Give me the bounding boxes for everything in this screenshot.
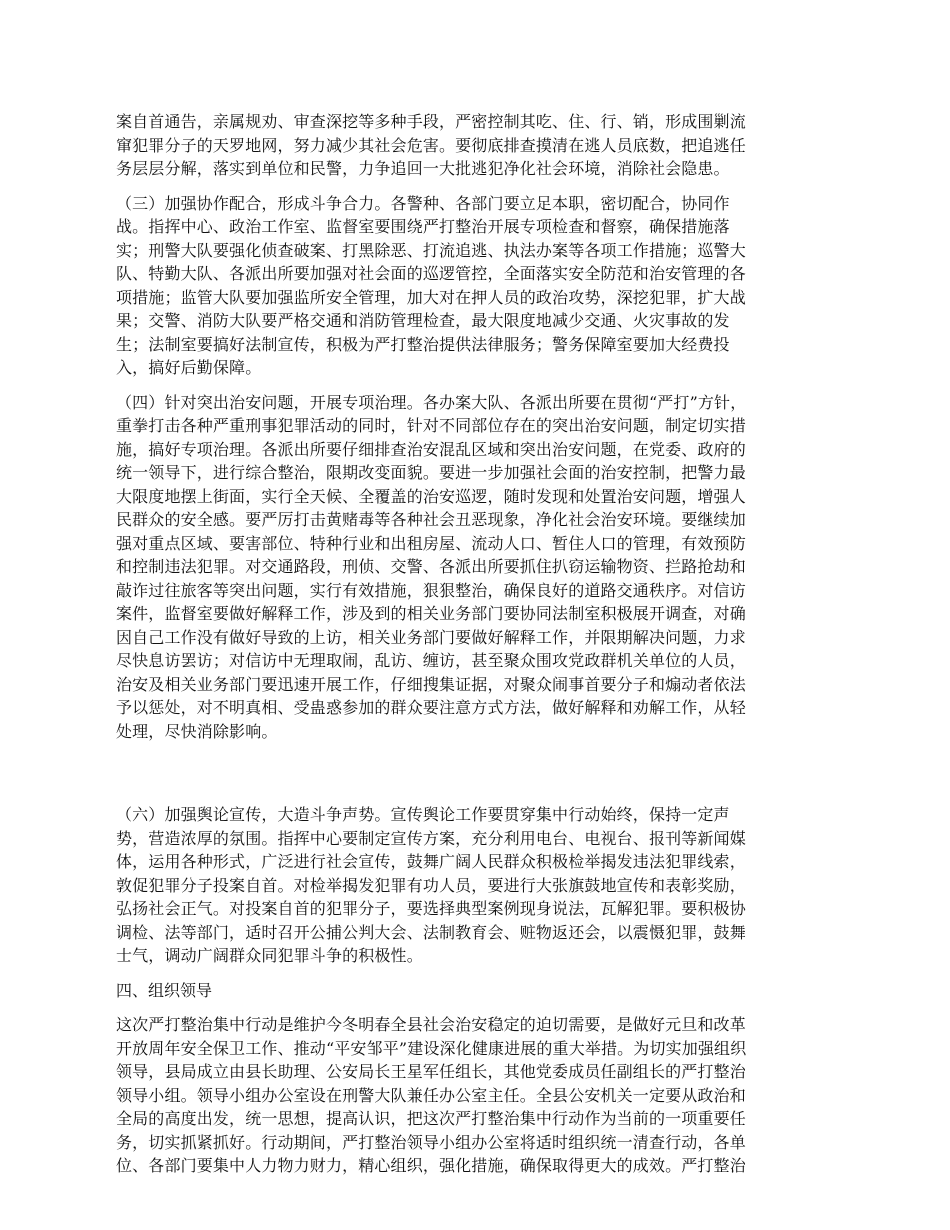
text-line: 务层层分解，落实到单位和民警，力争追回一大批逃犯净化社会环境，消除社会隐患。 <box>116 159 730 178</box>
text-line: 重拳打击各种严重刑事犯罪活动的同时，针对不同部位存在的突出治安问题，制定切实措 <box>116 416 746 435</box>
blank-space <box>116 754 840 803</box>
text-line: 案件，监督室要做好解释工作，涉及到的相关业务部门要协同法制室积极展开调查，对确 <box>116 604 746 623</box>
paragraph-special-governance <box>116 391 840 744</box>
text-line: 领导小组。领导小组办公室设在刑警大队兼任办公室主任。全县公安机关一定要从政治和 <box>116 1085 746 1105</box>
section-heading: 四、组织领导 <box>116 980 213 1000</box>
text-line: 战。指挥中心、政治工作室、监督室要围绕严打整治开展专项检查和督察，确保措施落 <box>116 217 730 236</box>
text-line: 全局的高度出发，统一思想，提高认识，把这次严打整治集中行动作为当前的一项重要任 <box>116 1109 746 1128</box>
text-line: 开放周年安全保卫工作、推动“平安邹平”建设深化健康进展的重大举措。为切实加强组织 <box>116 1038 747 1058</box>
text-line: 统一领导下，进行综合整治，限期改变面貌。要进一步加强社会面的治安控制，把警力最 <box>116 463 746 482</box>
paragraph-pursuit <box>116 110 840 181</box>
text-line: 窜犯罪分子的天罗地网，努力减少其社会危害。要彻底排查摸清在逃人员底数，把追逃任 <box>116 135 746 155</box>
text-line: （六）加强舆论宣传，大造斗争声势。宣传舆论工作要贯穿集中行动始终，保持一定声 <box>116 805 730 824</box>
text-line: （四）针对突出治安问题，开展专项治理。各办案大队、各派出所要在贯彻“严打”方针， <box>116 392 747 412</box>
text-line: 势，营造浓厚的氛围。指挥中心要制定宣传方案，充分利用电台、电视台、报刊等新闻媒 <box>116 828 746 848</box>
text-line: 务，切实抓紧抓好。行动期间，严打整治领导小组办公室将适时组织统一清查行动，各单 <box>116 1132 746 1152</box>
text-line: 生；法制室要搞好法制宣传，积极为严打整治提供法律服务；警务保障室要加大经费投 <box>116 334 730 354</box>
text-line: 大限度地摆上街面，实行全天候、全覆盖的治安巡逻，随时发现和处置治安问题，增强人 <box>116 486 746 506</box>
paragraph-cooperation <box>116 192 840 380</box>
text-line: 敲诈过往旅客等突出问题，实行有效措施，狠狠整治，确保良好的道路交通秩序。对信访 <box>116 580 746 600</box>
text-line: 入，搞好后勤保障。 <box>116 358 262 377</box>
text-line: 强对重点区域、要害部位、特种行业和出租房屋、流动人口、暂住人口的管理，有效预防 <box>116 533 746 553</box>
text-line: 和控制违法犯罪。对交通路段，刑侦、交警、各派出所要抓住扒窃运输物资、拦路抢劫和 <box>116 557 746 576</box>
text-line: 领导，县局成立由县长助理、公安局长王星军任组长，其他党委成员任副组长的严打整治 <box>116 1062 746 1081</box>
text-line: 处理，尽快消除影响。 <box>116 721 278 741</box>
text-line: 队、特勤大队、各派出所要加强对社会面的巡逻管控，全面落实安全防范和治安管理的各 <box>116 264 746 283</box>
text-line: 因自己工作没有做好导致的上访，相关业务部门要做好解释工作，并限期解决问题，力求 <box>116 627 746 647</box>
document-page <box>116 110 840 1189</box>
text-line: 尽快息访罢访；对信访中无理取闹，乱访、缠访，甚至聚众围攻党政群机关单位的人员， <box>116 651 746 670</box>
text-line: 体，运用各种形式，广泛进行社会宣传，鼓舞广阔人民群众积极检举揭发违法犯罪线索， <box>116 852 746 871</box>
text-line: 这次严打整治集中行动是维护今冬明春全县社会治安稳定的迫切需要，是做好元旦和改革 <box>116 1015 746 1034</box>
text-line: 果；交警、消防大队要严格交通和消防管理检查，最大限度地减少交通、火灾事故的发 <box>116 311 730 330</box>
text-line: 实；刑警大队要强化侦查破案、打黑除恶、打流追逃、执法办案等各项工作措施；巡警大 <box>116 240 746 260</box>
text-line: 施，搞好专项治理。各派出所要仔细排查治安混乱区域和突出治安问题，在党委、政府的 <box>116 439 746 459</box>
text-line: 民群众的安全感。要严厉打击黄赌毒等各种社会丑恶现象，净化社会治安环境。要继续加 <box>116 510 746 529</box>
text-line: 案自首通告，亲属规劝、审查深挖等多种手段，严密控制其吃、住、行、销，形成围剿流 <box>116 112 746 131</box>
text-line: 弘扬社会正气。对投案自首的犯罪分子，要选择典型案例现身说法，瓦解犯罪。要积极协 <box>116 899 746 918</box>
text-line: 予以惩处，对不明真相、受蛊惑参加的群众要注意方式方法，做好解释和劝解工作，从轻 <box>116 698 746 717</box>
text-line: （三）加强协作配合，形成斗争合力。各警种、各部门要立足本职，密切配合，协同作 <box>116 193 730 213</box>
text-line: 项措施；监管大队要加强监所安全管理，加大对在押人员的政治攻势，深挖犯罪，扩大战 <box>116 287 746 307</box>
text-line: 敦促犯罪分子投案自首。对检举揭发犯罪有功人员，要进行大张旗鼓地宣传和表彰奖励， <box>116 875 746 895</box>
text-line: 调检、法等部门，适时召开公捕公判大会、法制教育会、赃物返还会，以震慑犯罪，鼓舞 <box>116 922 746 942</box>
paragraph-publicity <box>116 803 840 968</box>
paragraph-leadership <box>116 1013 840 1178</box>
text-line: 士气，调动广阔群众同犯罪斗争的积极性。 <box>116 946 423 965</box>
text-line: 位、各部门要集中人力物力财力，精心组织，强化措施，确保取得更大的成效。严打整治 <box>116 1156 746 1175</box>
text-line: 治安及相关业务部门要迅速开展工作，仔细搜集证据，对聚众闹事首要分子和煽动者依法 <box>116 674 746 694</box>
